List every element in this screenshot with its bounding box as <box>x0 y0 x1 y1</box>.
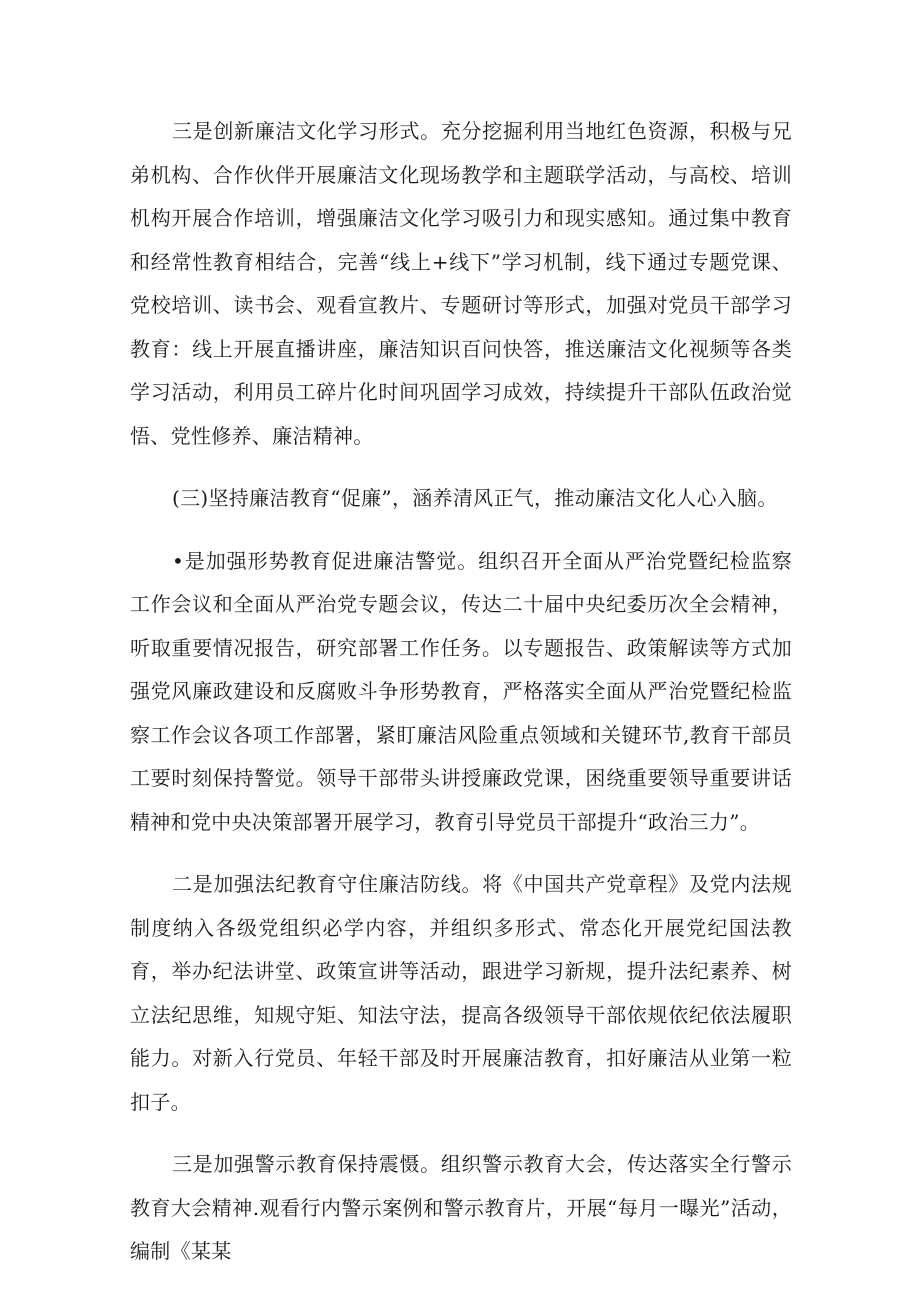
paragraph-2-section-heading: (三)坚持廉洁教育“促廉”，涵养清风正气，推动廉洁文化人心入脑。 <box>172 486 778 510</box>
document-body <box>130 110 792 1293</box>
paragraph-5: 三是加强警示教育保持震慑。组织警示教育大会，传达落实全行警示教育大会精神.观看行内警示案例和警示教育片，开展“每月一曝光”活动，编制《某某 <box>130 1152 792 1263</box>
paragraph-4: 二是加强法纪教育守住廉洁防线。将《中国共产党章程》及党内法规制度纳入各级党组织必学内容，并组织多形式、常态化开展党纪国法教育，举办纪法讲堂、政策宣讲等活动，跟进学习新规，提升法纪素养、树立法纪思维，知规守矩、知法守法，提高各级领导干部依规依纪依法履职能力。对新入行党员、年轻干部及时开展廉洁教育，扣好廉洁从业第一粒扣子。 <box>130 872 792 1114</box>
paragraph-3: •是加强形势教育促进廉洁警觉。组织召开全面从严治党暨纪检监察工作会议和全面从严治党专题会议，传达二十届中央纪委历次全会精神，听取重要情况报告，研究部署工作任务。以专题报告、政策解读等方式加强党风廉政建设和反腐败斗争形势教育，严格落实全面从严治党暨纪检监察工作会议各项工作部署，紧盯廉洁风险重点领域和关键环节,教育干部员工要时刻保持警觉。领导干部带头讲授廉政党课，困绕重要领导重要讲话精神和党中央决策部署开展学习，教育引导党员干部提升“政治三力”。 <box>130 548 792 834</box>
paragraph-1: 三是创新廉洁文化学习形式。充分挖掘利用当地红色资源，积极与兄弟机构、合作伙伴开展廉洁文化现场教学和主题联学活动，与高校、培训机构开展合作培训，增强廉洁文化学习吸引力和现实感知。通过集中教育和经常性教育相结合，完善“线上+线下”学习机制，线下通过专题党课、党校培训、读书会、观看宣教片、专题研讨等形式，加强对党员干部学习教育：线上开展直播讲座，廉洁知识百问快答，推送廉洁文化视频等各类学习活动，利用员工碎片化时间巩固学习成效，持续提升干部队伍政治觉悟、党性修养、廉洁精神。 <box>130 119 792 448</box>
